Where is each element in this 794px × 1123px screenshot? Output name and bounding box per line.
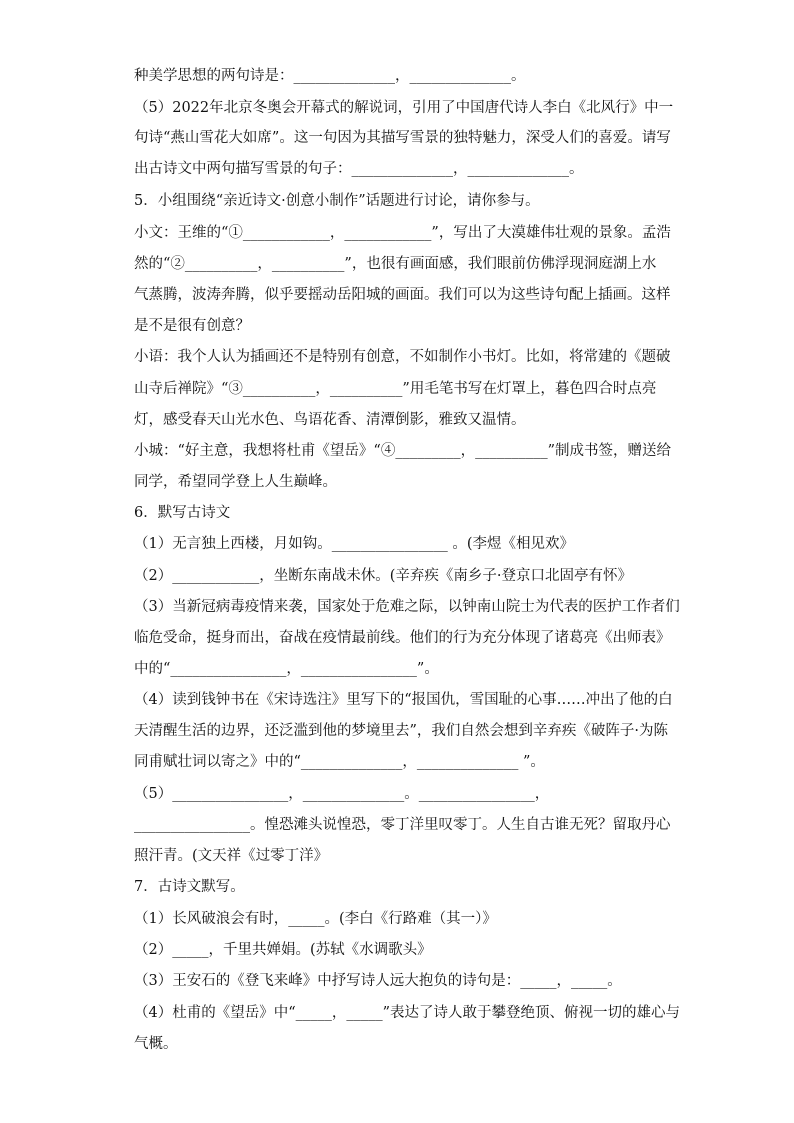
- text-line: （5）________________，______________。________________，: [134, 786, 550, 802]
- text-line: （2）____________，坐断东南战未休。(辛弃疾《南乡子·登京口北固亭有怀》: [134, 568, 632, 584]
- text-line: 天清醒生活的边界，还泛滥到他的梦境里去”，我们自然会想到辛弃疾《破阵子·为陈: [134, 723, 669, 739]
- text-line: 小语：我个人认为插画还不是特别有创意，不如制作小书灯。比如，将常建的《题破: [134, 349, 671, 365]
- text-line: 灯，感受春天山光水色、鸟语花香、清潭倒影，雅致又温情。: [134, 412, 526, 428]
- text-line: （1）长风破浪会有时，_____。(李白《行路难（其一）》: [134, 911, 497, 927]
- text-line: 同甫赋壮词以寄之》中的“______________，______________ ”。: [134, 754, 545, 770]
- text-line: （1）无言独上西楼，月如钩。________________ 。(李煜《相见欢》: [134, 536, 574, 552]
- text-line: 句诗“燕山雪花大如席”。这一句因为其描写雪景的独特魅力，深受人们的喜爱。请写: [134, 130, 671, 146]
- text-line: （3）王安石的《登飞来峰》中抒写诗人远大抱负的诗句是：_____，_____。: [134, 973, 622, 989]
- text-line: （5）2022年北京冬奥会开幕式的解说词，引用了中国唐代诗人李白《北风行》中一: [134, 100, 674, 116]
- text-line: 种美学思想的两句诗是：______________，______________。: [134, 68, 526, 84]
- section-heading: 7．古诗文默写。: [134, 879, 245, 895]
- text-line: 同学，希望同学登上人生巅峰。: [134, 474, 337, 490]
- text-line: （3）当新冠病毒疫情来袭，国家处于危难之际，以钟南山院士为代表的医护工作者们: [134, 599, 680, 615]
- text-line: 照汗青。(文天祥《过零丁洋》: [134, 848, 329, 864]
- text-line: 5．小组围绕“亲近诗文·创意小制作”话题进行讨论，请你参与。: [134, 193, 540, 209]
- section-heading: 6．默写古诗文: [134, 505, 231, 521]
- text-line: （4）读到钱钟书在《宋诗选注》里写下的“报国仇，雪国耻的心事……冲出了他的白: [134, 692, 673, 708]
- text-line: 出古诗文中两句描写雪景的句子：______________，______________。: [134, 161, 584, 177]
- text-line: 中的“________________，________________”。: [134, 661, 439, 677]
- text-line: 临危受命，挺身而出，奋战在疫情最前线。他们的行为充分体现了诸葛亮《出师表》: [134, 630, 671, 646]
- text-line: （4）杜甫的《望岳》中“_____，_____”表达了诗人敢于攀登绝顶、俯视一切的雄心与: [134, 1005, 681, 1021]
- text-line: 然的“②__________，__________”，也很有画面感，我们眼前仿佛浮现洞庭湖上水: [134, 256, 657, 272]
- text-line: 气蒸腾，波涛奔腾，似乎要摇动岳阳城的画面。我们可以为这些诗句配上插画。这样: [134, 287, 671, 303]
- text-line: 山寺后禅院》“③__________，__________”用毛笔书写在灯罩上，暮色四合时点亮: [134, 381, 657, 397]
- text-line: 小文：王维的“①____________，____________”，写出了大漠雄伟壮观的景象。孟浩: [134, 225, 671, 241]
- text-line: 气概。: [134, 1036, 178, 1052]
- text-line: （2）_____，千里共婵娟。(苏轼《水调歌头》: [134, 942, 432, 958]
- text-line: 小城：“好主意，我想将杜甫《望岳》“④_________，__________”制成书签，赠送给: [134, 443, 671, 459]
- text-line: 是不是很有创意？: [134, 318, 250, 334]
- text-line: ________________。惶恐滩头说惶恐，零丁洋里叹零丁。人生自古谁无死？留取丹心: [134, 817, 671, 833]
